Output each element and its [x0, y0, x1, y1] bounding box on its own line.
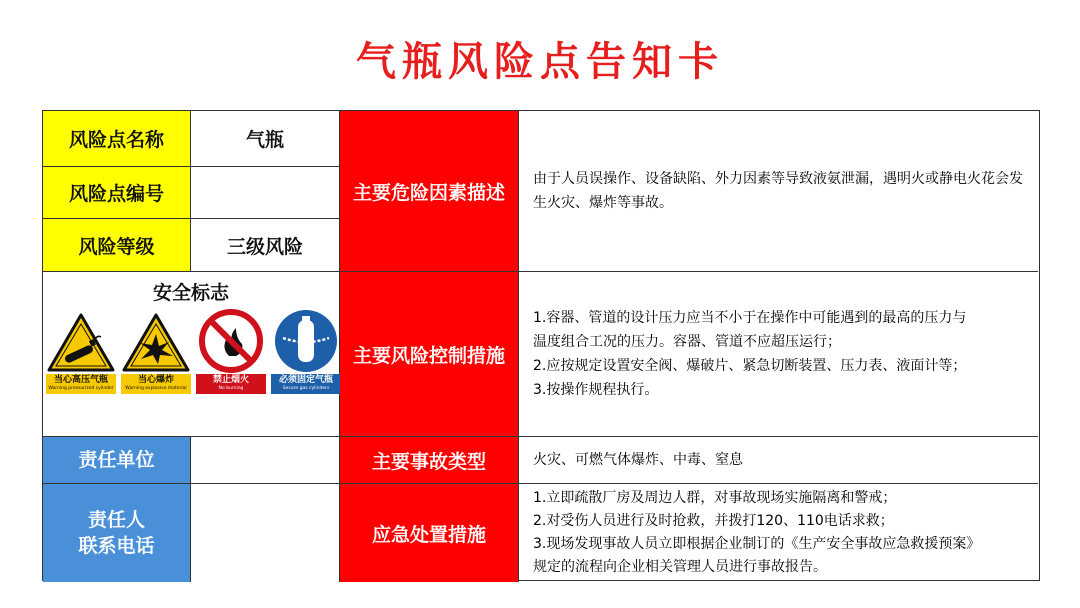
control-label: 主要风险控制措施 [340, 272, 519, 437]
emergency-line: 1.立即疏散厂房及周边人群，对事故现场实施隔离和警戒； [533, 490, 897, 506]
risk-no-value [191, 167, 340, 219]
control-line: 3.按操作规程执行。 [533, 382, 659, 398]
contact-label [43, 484, 191, 582]
risk-name-label: 风险点名称 [43, 111, 191, 167]
risk-level-label: 风险等级 [43, 219, 191, 272]
pressurized-cylinder-warning-icon [46, 312, 116, 374]
safety-signs-panel [43, 272, 340, 437]
responsible-unit-label: 责任单位 [43, 437, 191, 484]
emergency-line: 规定的流程向企业相关管理人员进行事故报告。 [533, 559, 827, 575]
sign-pressurized-cylinder [46, 312, 116, 391]
sign-pressurized-cylinder-label: 当心高压气瓶 Warning pressurized cylinder [46, 374, 116, 394]
contact-label-line-2: 联系电话 [78, 535, 155, 557]
accident-text: 火灾、可燃气体爆炸、中毒、窒息 [533, 452, 743, 468]
accident-types [519, 437, 1038, 484]
control-line: 温度组合工况的压力。容器、管道不应超压运行； [533, 334, 841, 350]
sign-explosive [121, 312, 191, 391]
risk-name-value: 气瓶 [191, 111, 340, 167]
safety-signs-title: 安全标志 [152, 282, 229, 304]
hazard-description [519, 111, 1038, 272]
page-title: 气瓶风险点告知卡 [356, 39, 724, 85]
responsible-unit-value [191, 437, 340, 484]
accident-type-label: 主要事故类型 [340, 437, 519, 484]
emergency-line: 3.现场发现事故人员立即根据企业制订的《生产安全事故应急救援预案》 [533, 536, 981, 552]
hazard-label: 主要危险因素描述 [340, 111, 519, 272]
explosive-warning-icon [121, 312, 191, 374]
emergency-line: 2.对受伤人员进行及时抢救，并拨打120、110电话求救； [533, 513, 894, 529]
sign-secure-cylinder [271, 308, 341, 391]
hazard-text: 由于人员误操作、设备缺陷、外力因素等导致液氨泄漏，遇明火或静电火花会发生火灾、爆炸等事故。 [533, 171, 1023, 211]
control-line: 1.容器、管道的设计压力应当不小于在操作中可能遇到的最高的压力与 [533, 310, 967, 326]
secure-cylinder-icon [271, 308, 341, 374]
sign-secure-cylinder-label: 必须固定气瓶 Secure gas cylinders [271, 374, 341, 394]
contact-value [191, 484, 340, 582]
emergency-measures [519, 484, 1038, 582]
sign-explosive-label: 当心爆炸 Warning explosive material [121, 374, 191, 394]
risk-no-label: 风险点编号 [43, 167, 191, 219]
control-line: 2.应按规定设置安全阀、爆破片、紧急切断装置、压力表、液面计等； [533, 358, 967, 374]
contact-label-line-1: 责任人 [87, 509, 145, 531]
risk-level-value: 三级风险 [191, 219, 340, 272]
emergency-label: 应急处置措施 [340, 484, 519, 582]
sign-no-burning [196, 308, 266, 391]
risk-card [42, 110, 1040, 581]
sign-no-burning-label: 禁止烟火 No burning [196, 374, 266, 394]
no-burning-icon [196, 308, 266, 374]
control-measures [519, 272, 1038, 437]
